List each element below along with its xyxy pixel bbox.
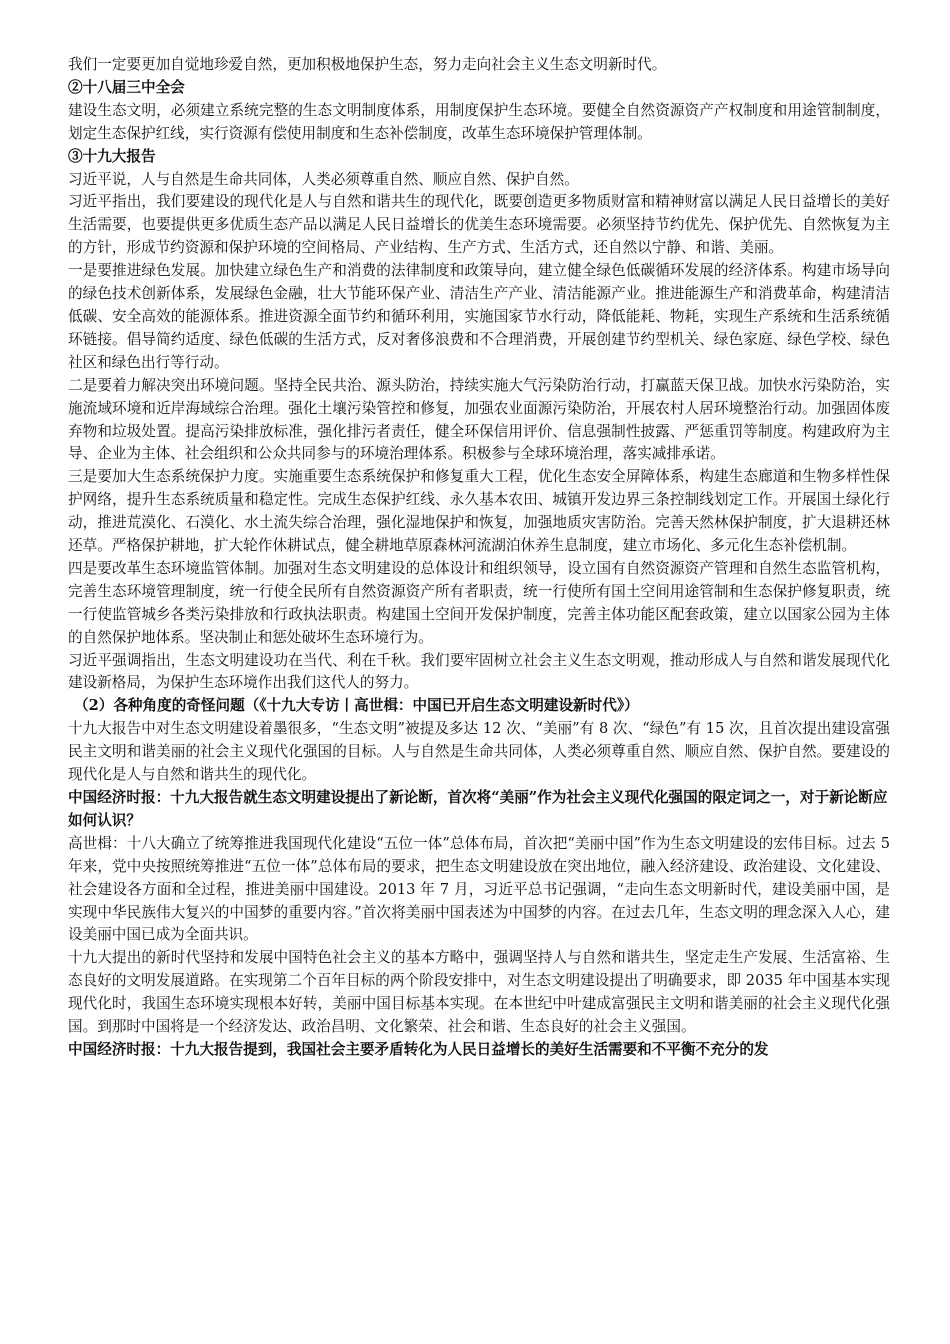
paragraph-supervision-reform: 四是要改革生态环境监管体制。加强对生态文明建设的总体设计和组织领导，设立国有自然资源资产管理和自然生态监管机构，完善生态环境管理制度，统一行使全民所有自然资源资产所有者职责，统一行使所有国土空间用途管制和生态保护修复职责，统一行使监管城乡各类污染排放和行政执法职责。构建国土空间开发保护制度，完善主体功能区配套政策，建立以国家公园为主体的自然保护地体系。坚决制止和惩处破坏生态环境行为。 <box>68 559 890 646</box>
question-heading-2: 中国经济时报：十九大报告提到，我国社会主要矛盾转化为人民日益增长的美好生活需要和不平衡不充分的发 <box>68 1040 769 1058</box>
paragraph-report-statistics: 十九大报告中对生态文明建设着墨很多，“生态文明”被提及多达 12 次、“美丽”有 8 次、“绿色”有 15 次，且首次提出建设富强民主文明和谐美丽的社会主义现代化强国的目标。人与自然是生命共同体，人类必须尊重自然、顺应自然、保护自然。要建设的现代化是人与自然和谐共生的现代化。 <box>68 720 890 784</box>
paragraph-emphasis: 习近平强调指出，生态文明建设功在当代、利在千秋。我们要牢固树立社会主义生态文明观，推动形成人与自然和谐发展现代化建设新格局，为保护生态环境作出我们这代人的努力。 <box>68 651 890 692</box>
section-heading-interview: （2）各种角度的奇怪问题（《十九大专访丨高世楫：中国已开启生态文明建设新时代》） <box>74 697 639 715</box>
paragraph-answer-2: 十九大提出的新时代坚持和发展中国特色社会主义的基本方略中，强调坚持人与自然和谐共生，坚定走生产发展、生活富裕、生态良好的文明发展道路。在实现第二个百年目标的两个阶段安排中，对生态文明建设提出了明确要求，即 2035 年中国基本实现现代化时，我国生态环境实现根本好转，美丽中国目标基本实现。在本世纪中叶建成富强民主文明和谐美丽的社会主义现代化强国。到那时中国将是一个经济发达、政治昌明、文化繁荣、社会和谐、生态良好的社会主义强国。 <box>68 949 890 1036</box>
paragraph-answer-1: 高世楫：十八大确立了统筹推进我国现代化建设“五位一体”总体布局，首次把“美丽中国”作为生态文明建设的宏伟目标。过去 5 年来，党中央按照统筹推进“五位一体”总体布局的要求，把生态文明建设放在突出地位，融入经济建设、政治建设、文化建设、社会建设各方面和全过程，推进美丽中国建设。2013 年 7 月，习近平总书记强调，“走向生态文明新时代，建设美丽中国，是实现中华民族伟大复兴的中国梦的重要内容。”首次将美丽中国表述为中国梦的内容。在过去几年，生态文明的理念深入人心，建设美丽中国已成为全面共识。 <box>68 834 890 944</box>
paragraph-green-development: 一是要推进绿色发展。加快建立绿色生产和消费的法律制度和政策导向，建立健全绿色低碳循环发展的经济体系。构建市场导向的绿色技术创新体系，发展绿色金融，壮大节能环保产业、清洁生产产业、清洁能源产业。推进能源生产和消费革命，构建清洁低碳、安全高效的能源体系。推进资源全面节约和循环利用，实施国家节水行动，降低能耗、物耗，实现生产系统和生活系统循环链接。倡导简约适度、绿色低碳的生活方式，反对奢侈浪费和不合理消费，开展创建节约型机关、绿色家庭、绿色学校、绿色社区和绿色出行等行动。 <box>68 262 890 371</box>
paragraph-third-plenum: 建设生态文明，必须建立系统完整的生态文明制度体系，用制度保护生态环境。要健全自然资源资产产权制度和用途管制制度，划定生态保护红线，实行资源有偿使用制度和生态补偿制度，改革生态环境保护管理体制。 <box>68 101 890 142</box>
paragraph-modernization: 习近平指出，我们要建设的现代化是人与自然和谐共生的现代化，既要创造更多物质财富和精神财富以满足人民日益增长的美好生活需要，也要提供更多优质生态产品以满足人民日益增长的优美生态环境需要。必须坚持节约优先、保护优先、自然恢复为主的方针，形成节约资源和保护环境的空间格局、产业结构、生产方式、生活方式，还自然以宁静、和谐、美丽。 <box>68 193 890 257</box>
paragraph-environment-problems: 二是要着力解决突出环境问题。坚持全民共治、源头防治，持续实施大气污染防治行动，打赢蓝天保卫战。加快水污染防治，实施流域环境和近岸海域综合治理。强化土壤污染管控和修复，加强农业面源污染防治，开展农村人居环境整治行动。加强固体废弃物和垃圾处置。提高污染排放标准，强化排污者责任，健全环保信用评价、信息强制性披露、严惩重罚等制度。构建政府为主导、企业为主体、社会组织和公众共同参与的环境治理体系。积极参与全球环境治理，落实减排承诺。 <box>68 376 890 463</box>
section-heading-19th-report: ③十九大报告 <box>68 147 156 165</box>
paragraph-intro: 我们一定要更加自觉地珍爱自然，更加积极地保护生态，努力走向社会主义生态文明新时代。 <box>68 56 667 73</box>
question-heading-1: 中国经济时报：十九大报告就生态文明建设提出了新论断，首次将“美丽”作为社会主义现代化强国的限定词之一，对于新论断应如何认识？ <box>68 789 888 829</box>
section-heading-third-plenum: ②十八届三中全会 <box>68 78 185 96</box>
paragraph-life-community: 习近平说，人与自然是生命共同体，人类必须尊重自然、顺应自然、保护自然。 <box>68 170 579 188</box>
paragraph-ecosystem-protection: 三是要加大生态系统保护力度。实施重要生态系统保护和修复重大工程，优化生态安全屏障体系，构建生态廊道和生物多样性保护网络，提升生态系统质量和稳定性。完成生态保护红线、永久基本农田、城镇开发边界三条控制线划定工作。开展国土绿化行动，推进荒漠化、石漠化、水土流失综合治理，强化湿地保护和恢复，加强地质灾害防治。完善天然林保护制度，扩大退耕还林还草。严格保护耕地，扩大轮作休耕试点，健全耕地草原森林河流湖泊休养生息制度，建立市场化、多元化生态补偿机制。 <box>68 468 890 555</box>
document-body <box>68 54 890 1062</box>
